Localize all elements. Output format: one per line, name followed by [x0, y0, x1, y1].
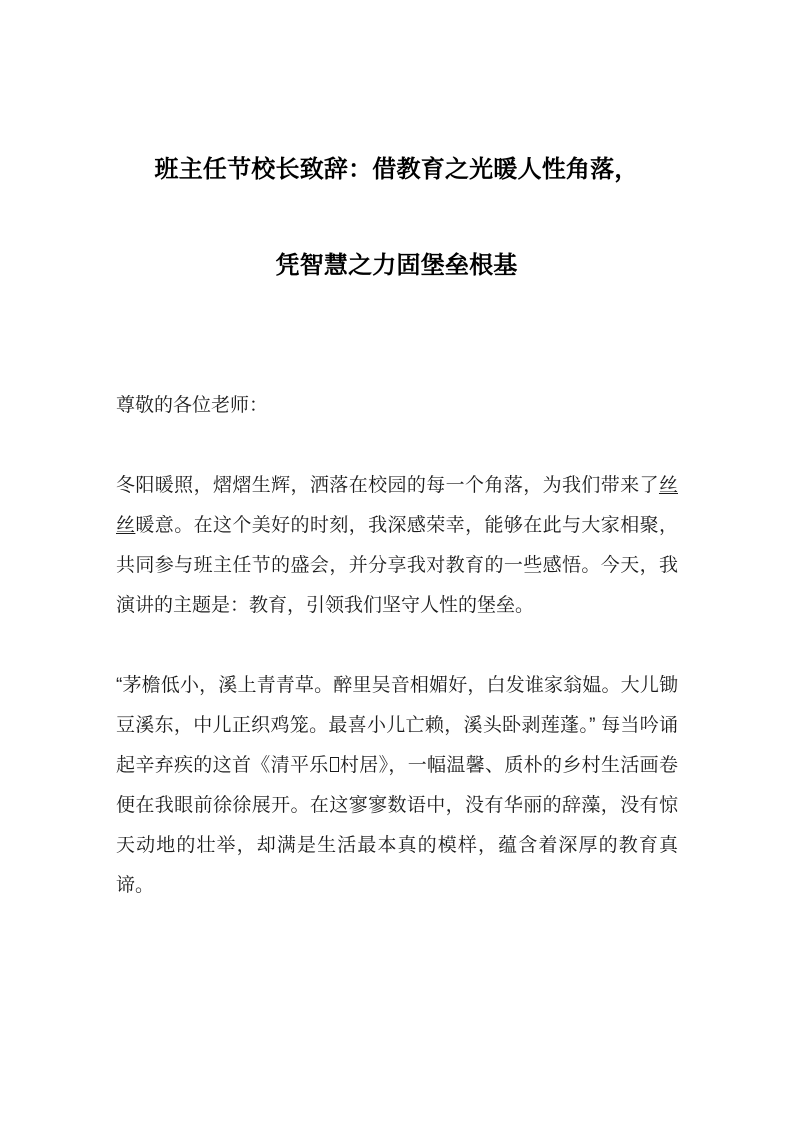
paragraph-spacer	[116, 626, 678, 666]
document-body	[116, 386, 678, 906]
salutation-paragraph: 尊敬的各位老师：	[116, 395, 269, 416]
missing-glyph-box-icon	[330, 757, 339, 772]
paragraph-1	[116, 466, 678, 626]
paragraph-spacer	[116, 426, 678, 466]
paragraph-2-text-after-tofu: 村居》，一幅温馨、质朴的乡村生活画卷便在我眼前徐徐展开。在这寥寥数语中，没有华丽的辞藻，没有惊天动地的壮举，却满是生活最本真的模样，蕴含着深厚的教育真谛。	[116, 755, 678, 896]
underlined-text-sisi: 丝丝	[116, 475, 678, 536]
paragraph-1-text-after-underline: 暖意。在这个美好的时刻，我深感荣幸，能够在此与大家相聚，共同参与班主任节的盛会，并分享我对教育的一些感悟。今天，我演讲的主题是：教育，引领我们坚守人性的堡垒。	[116, 515, 678, 616]
page-title-line-1: 班主任节校长致辞：借教育之光暖人性角落，	[154, 156, 639, 184]
page-title-line-2: 凭智慧之力固堡垒根基	[275, 252, 518, 280]
paragraph-2	[116, 666, 678, 906]
paragraph-2-text-before-tofu: “茅檐低小，溪上青青草。醉里吴音相媚好，白发谁家翁媪。大儿锄豆溪东，中儿正织鸡笼。最喜小儿亡赖，溪头卧剥莲蓬。” 每当吟诵起辛弃疾的这首《清平乐	[116, 675, 678, 776]
page-title	[108, 142, 685, 294]
paragraph-1-text-before-underline: 冬阳暖照，熠熠生辉，洒落在校园的每一个角落，为我们带来了	[116, 475, 659, 496]
